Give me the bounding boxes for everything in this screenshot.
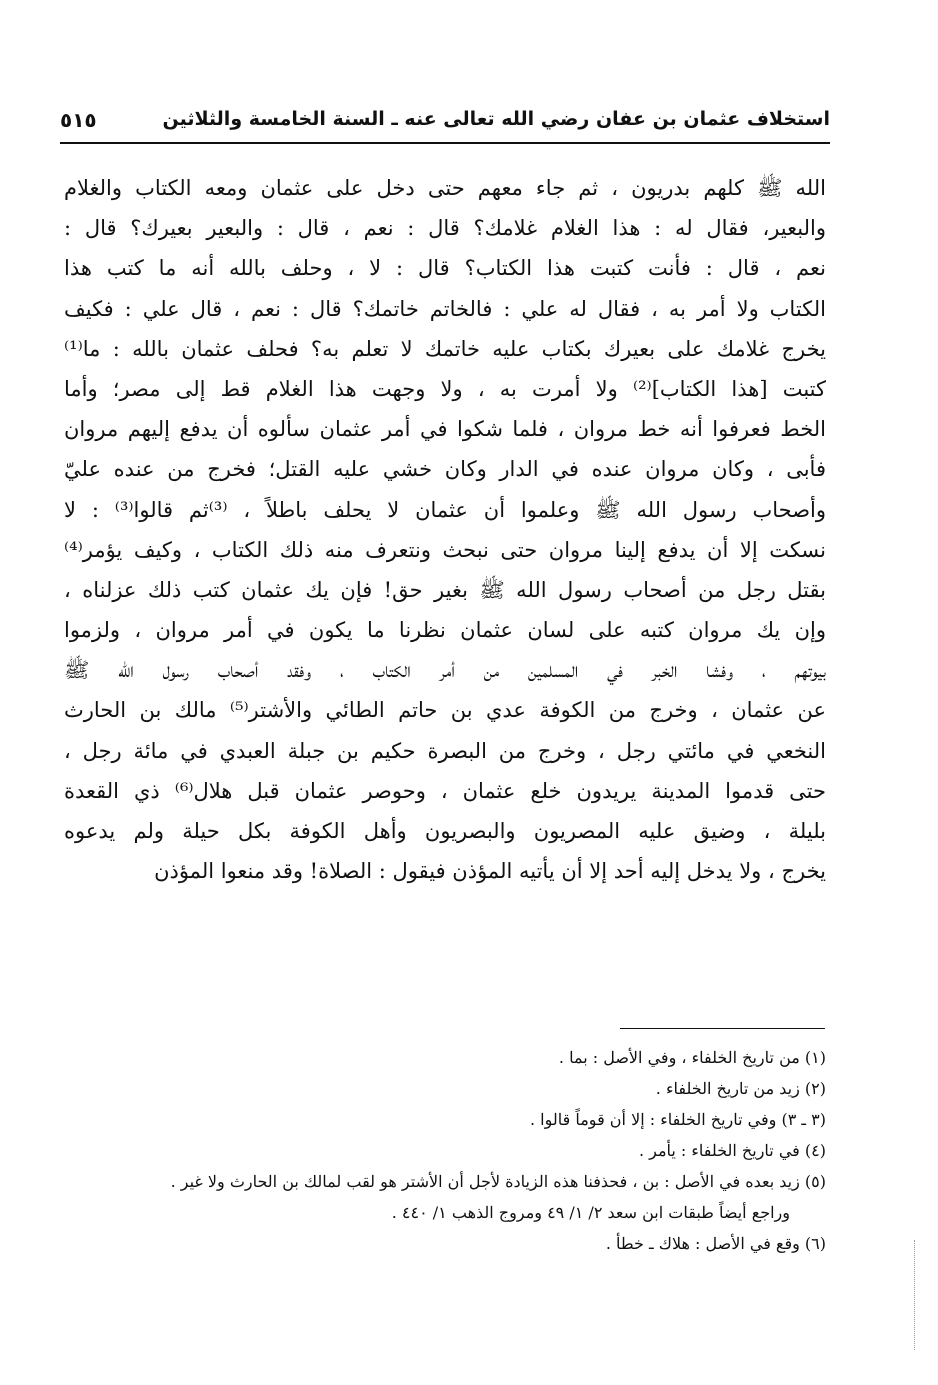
text-line: بليلة ، وضيق عليه المصريون والبصريون وأهل الكوفة بكل حيلة ولم يدعوه	[64, 819, 826, 843]
footnote: (٢) زيد من تاريخ الخلفاء .	[655, 1079, 826, 1098]
footnote: (٤) في تاريخ الخلفاء : يأمر .	[638, 1141, 826, 1160]
footnote: (٥) زيد بعده في الأصل : بن ، فحذفنا هذه الزيادة لأجل أن الأشتر هو لقب لمالك بن الحارث ولا غير .	[170, 1172, 826, 1191]
text-line: الله ﷺ كلهم بدريون ، ثم جاء معهم حتى دخل على عثمان ومعه الكتاب والغلام	[64, 176, 826, 200]
footnote-separator	[620, 1028, 825, 1029]
text-line: نعم ، قال : فأنت كتبت هذا الكتاب؟ قال : لا ، وحلف بالله أنه ما كتب هذا	[64, 256, 826, 281]
footnote: (٦) وقع في الأصل : هلاك ـ خطأ .	[605, 1234, 826, 1253]
page-header	[60, 108, 830, 140]
text-line: الخط فعرفوا أنه خط مروان ، فلما شكوا في أمر عثمان سألوه أن يدفع إليهم مروان	[64, 417, 826, 442]
footnote-continuation: وراجع أيضاً طبقات ابن سعد ٢/ ١/ ٤٩ ومروج الذهب ١/ ٤٤٠ .	[391, 1203, 790, 1222]
text-line: والبعير، فقال له : هذا الغلام غلامك؟ قال : نعم ، قال : والبعير بعيرك؟ قال :	[64, 216, 826, 241]
text-line: الكتاب ولا أمر به ، فقال له علي : فالخاتم خاتمك؟ قال : نعم ، قال علي : فكيف	[64, 296, 826, 321]
text-line: نسكت إلا أن يدفع إلينا مروان حتى نبحث ونتعرف منه ذلك الكتاب ، وكيف يؤمر⁽⁴⁾	[64, 537, 826, 562]
main-text	[64, 168, 826, 891]
text-line: كتبت [هذا الكتاب]⁽²⁾ ولا أمرت به ، ولا وجهت هذا الغلام قط إلى مصر؛ وأما	[64, 376, 826, 401]
footnote: (٣ ـ ٣) وفي تاريخ الخلفاء : إلا أن قوماً قالوا .	[529, 1110, 826, 1129]
footnote: (١) من تاريخ الخلفاء ، وفي الأصل : بما .	[558, 1048, 826, 1067]
text-line: عن عثمان ، وخرج من الكوفة عدي بن حاتم الطائي والأشتر⁽⁵⁾ مالك بن الحارث	[64, 698, 826, 723]
footnotes	[70, 1042, 826, 1259]
text-line: يخرج غلامك على بعيرك بكتاب عليه خاتمك لا تعلم به؟ فحلف عثمان بالله : ما⁽¹⁾	[64, 336, 826, 361]
text-line: بيوتهم ، وفشا الخبر في المسلمين من أمر الكتاب ، وفقد أصحاب رسول الله ﷺ	[64, 658, 826, 683]
text-line: وإن يك مروان كتبه على لسان عثمان نظرنا ما يكون في أمر مروان ، ولزموا	[64, 618, 826, 643]
page-number: ٥١٥	[60, 108, 97, 132]
text-line: النخعي في مائتي رجل ، وخرج من البصرة حكيم بن جبلة العبدي في مائة رجل ،	[64, 738, 826, 763]
text-line: فأبى ، وكان مروان عنده في الدار وكان خشي عليه القتل؛ فخرج من عنده عليّ	[64, 457, 826, 482]
header-rule	[60, 142, 830, 144]
text-line: بقتل رجل من أصحاب رسول الله ﷺ بغير حق! فإن يك عثمان كتب ذلك عزلناه ،	[64, 577, 826, 602]
binding-edge-mark	[914, 1240, 915, 1350]
text-line: حتى قدموا المدينة يريدون خلع عثمان ، وحوصر عثمان قبل هلال⁽⁶⁾ ذي القعدة	[64, 778, 826, 803]
text-line: وأصحاب رسول الله ﷺ وعلموا أن عثمان لا يحلف باطلاً ، ⁽³⁾ثم قالوا⁽³⁾ : لا	[64, 497, 826, 522]
running-title: استخلاف عثمان بن عفان رضي الله تعالى عنه ـ السنة الخامسة والثلاثين	[162, 108, 830, 130]
text-line: يخرج ، ولا يدخل إليه أحد إلا أن يأتيه المؤذن فيقول : الصلاة! وقد منعوا المؤذن	[154, 859, 826, 884]
